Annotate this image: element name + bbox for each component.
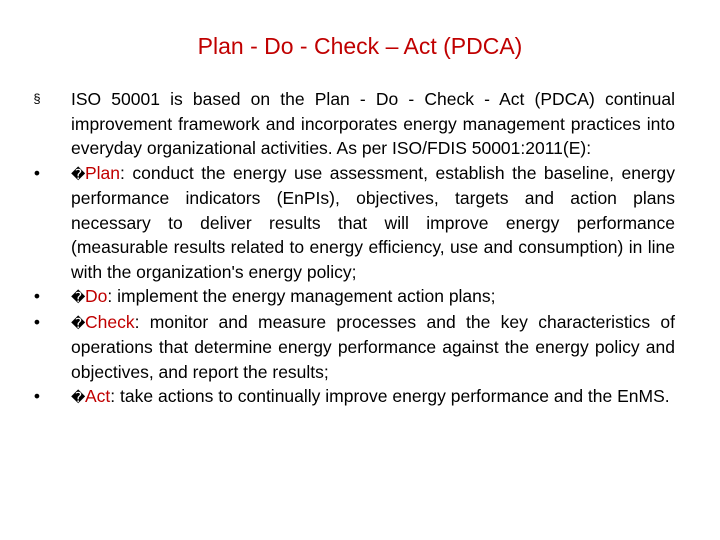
bullet-text: : implement the energy management action plans; [107,286,496,306]
bullet-plan [30,161,675,285]
bullet-act [30,384,675,410]
square-bullet-icon: § [33,91,41,106]
missing-glyph-icon: � [71,389,86,405]
bullet-list [30,87,675,410]
round-bullet-icon: • [33,386,41,406]
bullet-text: : conduct the energy use assessment, establish the baseline, energy performance indicators (EnPIs), objectives, targets and action plans necessary to deliver results that will improve energy performance (measurable results related to energy efficiency, use and consumption) in line with the organization's energy policy; [71,162,675,282]
bullet-text: : monitor and measure processes and the key characteristics of operations that determine energy performance against the energy policy and objectives, and report the results; [71,311,675,382]
bullet-text: : take actions to continually improve energy performance and the EnMS. [110,386,670,406]
keyword-act: Act [85,386,111,406]
missing-glyph-icon: � [71,289,86,305]
bullet-do [30,284,675,310]
keyword-check: Check [85,311,135,332]
slide-title: Plan - Do - Check – Act (PDCA) [197,33,523,59]
round-bullet-icon: • [33,311,41,332]
bullet-iso-intro [30,87,675,161]
missing-glyph-icon: � [71,165,86,182]
bullet-text: ISO 50001 is based on the Plan - Do - Check - Act (PDCA) continual improvement framework and incorporates energy management practices into everyday organizational activities. As per ISO/FDIS 50001:2011(E): [71,89,675,158]
round-bullet-icon: • [33,286,41,306]
round-bullet-icon: • [33,162,41,183]
keyword-do: Do [85,286,108,306]
missing-glyph-icon: � [71,314,86,331]
keyword-plan: Plan [85,162,121,183]
bullet-check [30,310,675,385]
